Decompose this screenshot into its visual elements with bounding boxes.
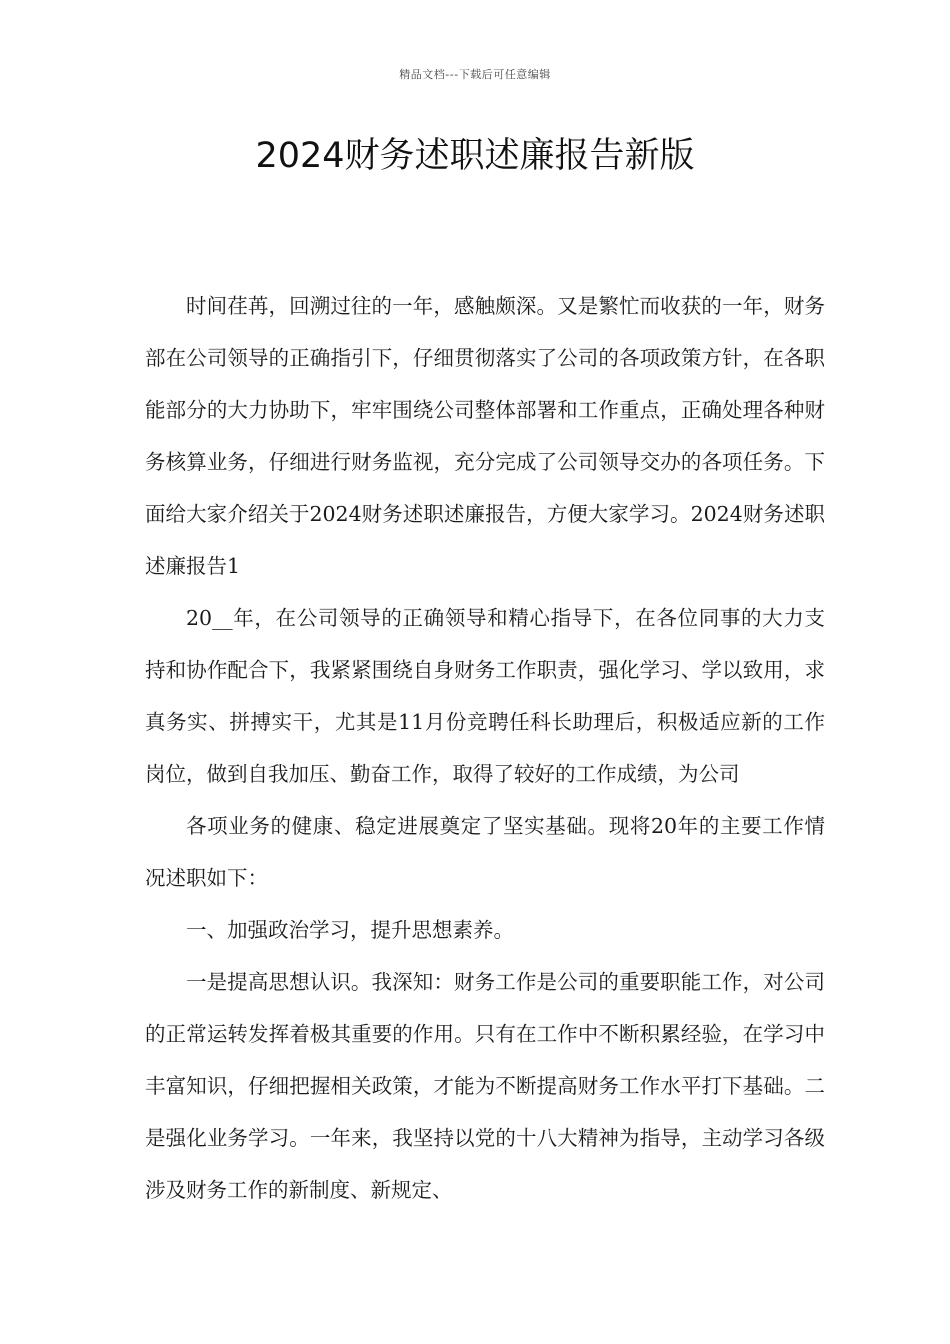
paragraph-study: 一是提高思想认识。我深知：财务工作是公司的重要职能工作，对公司的正常运转发挥着极其重要的作用。只有在工作中不断积累经验，在学习中丰富知识，仔细把握相关政策，才能为不断提高财务工作水平打下基础。二是强化业务学习。一年来，我坚持以党的十八大精神为指导，主动学习各级涉及财务工作的新制度、新规定、 [145,970,825,1202]
paragraph-year-summary: 20__年，在公司领导的正确领导和精心指导下，在各位同事的大力支持和协作配合下，我紧紧围绕自身财务工作职责，强化学习、学以致用，求真务实、拼搏实干，尤其是11月份竞聘任科长助理后，积极适应新的工作岗位，做到自我加压、勤奋工作，取得了较好的工作成绩，为公司 [145,606,825,786]
paragraph-intro: 时间荏苒，回溯过往的一年，感触颇深。又是繁忙而收获的一年，财务部在公司领导的正确指引下，仔细贯彻落实了公司的各项政策方针，在各职能部分的大力协助下，牢牢围绕公司整体部署和工作重点，正确处理各种财务核算业务，仔细进行财务监视，充分完成了公司领导交办的各项任务。下面给大家介绍关于2024财务述职述廉报告，方便大家学习。2024财务述职述廉报告1 [145,294,825,578]
header-note: 精品文档---下载后可任意编辑 [399,68,551,81]
document-body [145,280,825,1216]
section-heading-1: 一、加强政治学习，提升思想素养。 [186,918,514,942]
paragraph-foundation: 各项业务的健康、稳定进展奠定了坚实基础。现将20年的主要工作情况述职如下： [145,814,825,890]
document-title: 2024财务述职述廉报告新版 [255,136,695,176]
